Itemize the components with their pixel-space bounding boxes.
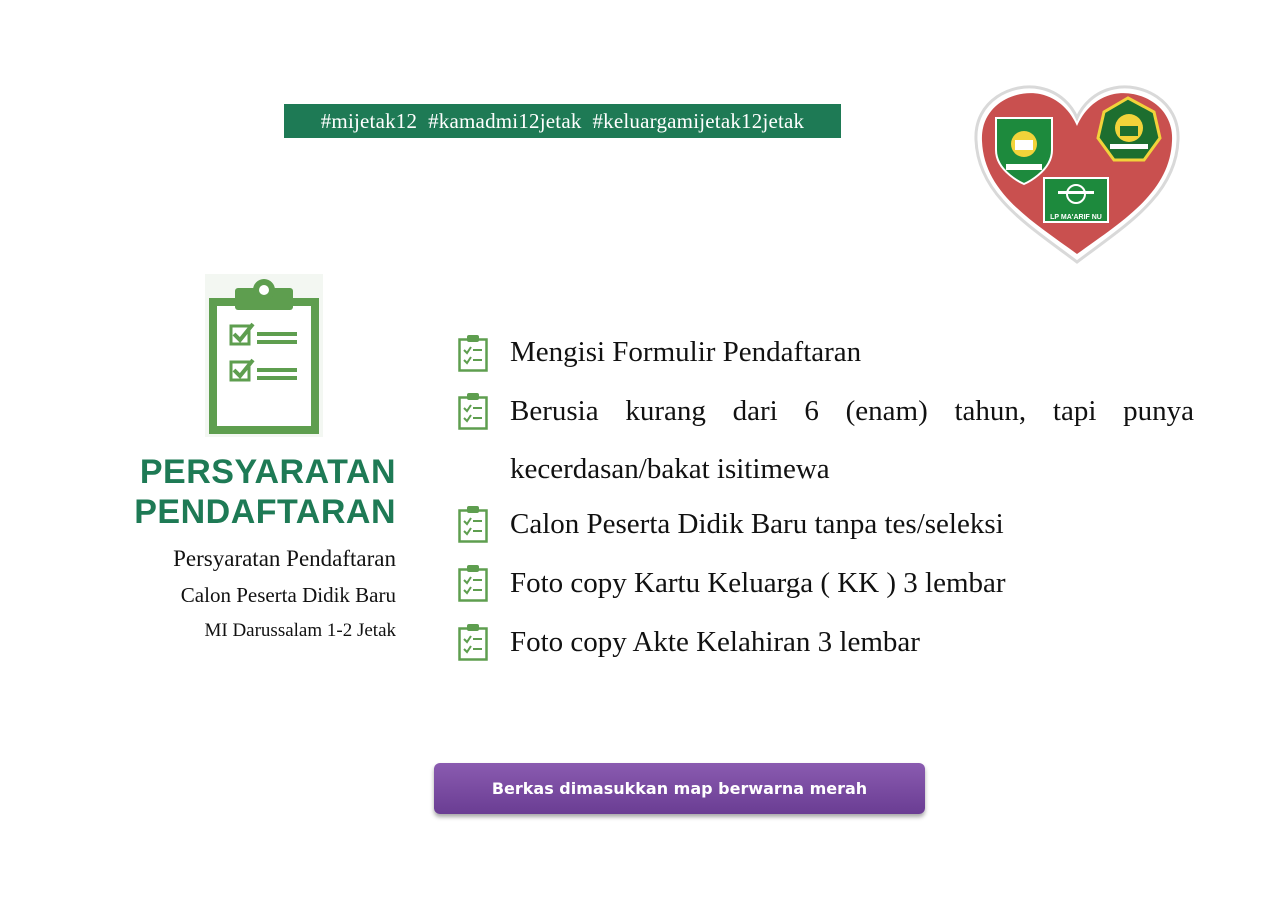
- checklist-icon: [458, 392, 488, 430]
- requirement-text: Foto copy Kartu Keluarga ( KK ) 3 lembar: [510, 567, 1006, 599]
- clipboard-checklist-icon: [203, 274, 325, 437]
- subtitle-line3: MI Darussalam 1-2 Jetak: [204, 620, 396, 641]
- checklist-icon: [458, 564, 488, 602]
- checklist-icon: [458, 623, 488, 661]
- requirement-text: Foto copy Akte Kelahiran 3 lembar: [510, 626, 920, 658]
- checklist-icon: [458, 334, 488, 372]
- requirement-text: Mengisi Formulir Pendaftaran: [510, 336, 862, 368]
- page-title-line1: PERSYARATAN: [139, 453, 396, 491]
- requirement-text: Calon Peserta Didik Baru tanpa tes/seleksi: [510, 508, 1004, 540]
- folder-note-button[interactable]: Berkas dimasukkan map berwarna merah: [434, 763, 925, 814]
- subtitle-line2: Calon Peserta Didik Baru: [180, 583, 396, 607]
- page-title: [90, 452, 396, 532]
- checklist-icon: [458, 505, 488, 543]
- subtitle-line1: Persyaratan Pendaftaran: [173, 546, 396, 571]
- heart-logos-icon: [968, 80, 1186, 266]
- requirement-text: Berusia kurang dari 6 (enam) tahun, tapi punya kecerdasan/bakat isitimewa: [510, 395, 1194, 485]
- page-title-line2: PENDAFTARAN: [134, 493, 396, 531]
- lp-maarif-label: LP MA'ARIF NU: [1050, 214, 1102, 221]
- hashtag-banner: #mijetak12 #kamadmi12jetak #keluargamijetak12jetak: [284, 104, 841, 138]
